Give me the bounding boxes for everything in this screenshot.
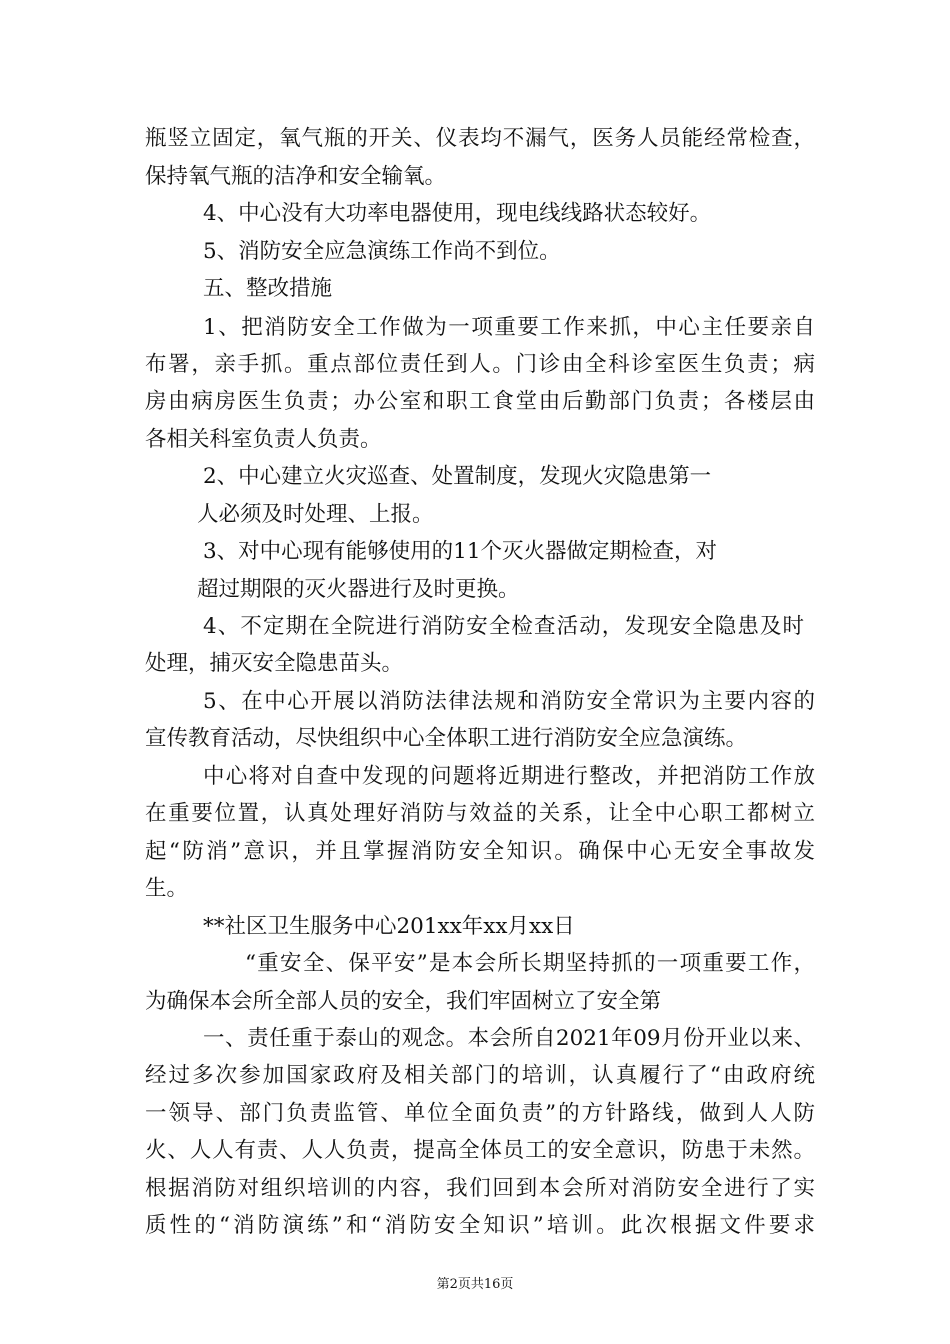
- text-line: 1、把消防安全工作做为一项重要工作来抓，中心主任要亲自: [203, 315, 815, 340]
- text-line: 各相关科室负责人负责。: [145, 427, 382, 452]
- text-line: 人必须及时处理、上报。: [197, 502, 434, 527]
- text-line: 5、消防安全应急演练工作尚不到位。: [203, 239, 561, 264]
- text-line: 起“防消”意识，并且掌握消防安全知识。确保中心无安全事故发: [145, 839, 815, 864]
- text-line: 5、在中心开展以消防法律法规和消防安全常识为主要内容的: [203, 689, 815, 714]
- text-line: 宣传教育活动，尽快组织中心全体职工进行消防安全应急演练。: [145, 726, 748, 751]
- section-heading: 五、整改措施: [203, 276, 333, 301]
- text-line: 火、人人有责、人人负责，提高全体员工的安全意识，防患于未然。: [145, 1138, 815, 1163]
- text-line: 4、中心没有大功率电器使用，现电线线路状态较好。: [203, 201, 712, 226]
- text-line: 生。: [145, 876, 189, 901]
- text-line: 经过多次参加国家政府及相关部门的培训，认真履行了“由政府统: [145, 1063, 815, 1088]
- text-line: 中心将对自查中发现的问题将近期进行整改，并把消防工作放: [203, 764, 815, 789]
- page-number: 第2页共16页: [436, 1277, 514, 1292]
- text-line: 为确保本会所全部人员的安全，我们牢固树立了安全第: [145, 989, 662, 1014]
- text-line: 超过期限的灭火器进行及时更换。: [197, 577, 520, 602]
- text-line: 一领导、部门负责监管、单位全面负责”的方针路线，做到人人防: [145, 1101, 815, 1126]
- text-line: 2、中心建立火灾巡查、处置制度，发现火灾隐患第一: [203, 464, 712, 489]
- signature-line: **社区卫生服务中心201xx年xx月xx日: [203, 914, 575, 939]
- text-line: 布署，亲手抓。重点部位责任到人。门诊由全科诊室医生负责；病: [145, 352, 815, 377]
- text-line: 3、对中心现有能够使用的11个灭火器做定期检查，对: [203, 539, 718, 564]
- text-line: 保持氧气瓶的洁净和安全输氧。: [145, 164, 447, 189]
- text-line: 根据消防对组织培训的内容，我们回到本会所对消防安全进行了实: [145, 1176, 815, 1201]
- text-line: “重安全、保平安”是本会所长期坚持抓的一项重要工作，: [245, 951, 815, 976]
- text-line: 房由病房医生负责；办公室和职工食堂由后勤部门负责；各楼层由: [145, 389, 815, 414]
- text-line: 4、不定期在全院进行消防安全检查活动，发现安全隐患及时: [203, 614, 804, 639]
- text-line: 一、责任重于泰山的观念。本会所自2021年09月份开业以来、: [203, 1026, 815, 1051]
- text-line: 处理，捕灭安全隐患苗头。: [145, 651, 404, 676]
- text-line: 在重要位置，认真处理好消防与效益的关系，让全中心职工都树立: [145, 801, 815, 826]
- text-line: 质性的“消防演练”和“消防安全知识”培训。此次根据文件要求: [145, 1213, 815, 1238]
- text-line: 瓶竖立固定，氧气瓶的开关、仪表均不漏气，医务人员能经常检查，: [145, 126, 815, 151]
